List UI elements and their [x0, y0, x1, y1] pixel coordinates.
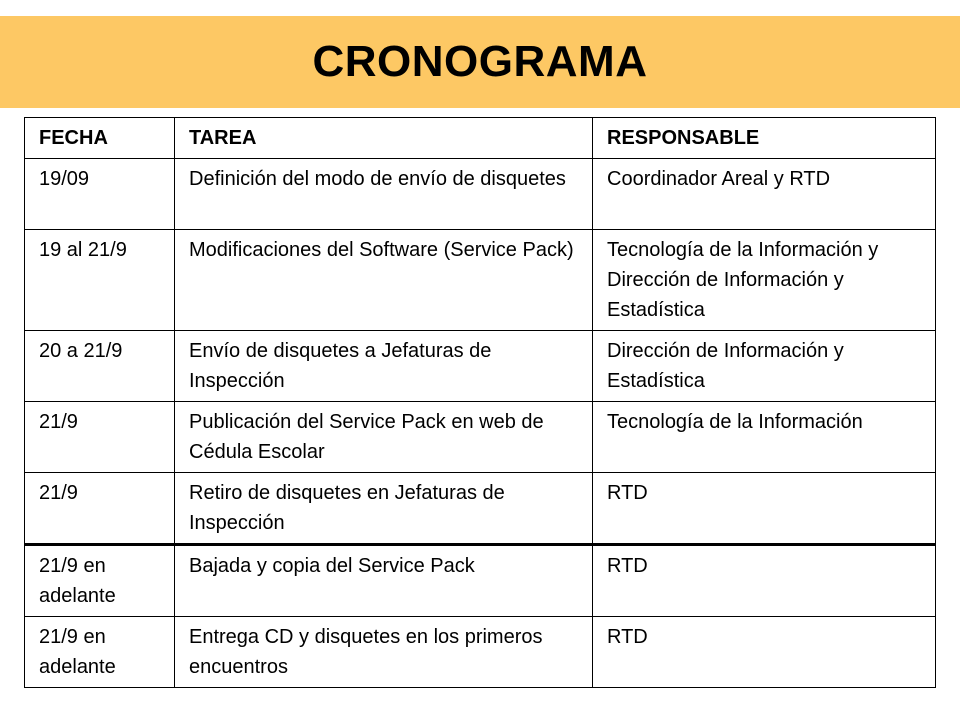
cell-fecha: 21/9 en adelante	[25, 545, 175, 617]
cell-fecha: 21/9	[25, 473, 175, 545]
cell-responsable: Coordinador Areal y RTD	[593, 159, 936, 230]
cell-tarea: Publicación del Service Pack en web de Cédula Escolar	[175, 402, 593, 473]
table-header-row	[25, 118, 936, 159]
cell-responsable: RTD	[593, 473, 936, 545]
cell-responsable: RTD	[593, 617, 936, 688]
table-row	[25, 159, 936, 230]
cell-tarea: Entrega CD y disquetes en los primeros encuentros	[175, 617, 593, 688]
cell-responsable: Tecnología de la Información y Dirección de Información y Estadística	[593, 230, 936, 331]
cell-fecha: 19 al 21/9	[25, 230, 175, 331]
schedule-table	[24, 117, 936, 688]
cell-tarea: Bajada y copia del Service Pack	[175, 545, 593, 617]
table-row	[25, 402, 936, 473]
title-bar	[0, 16, 960, 108]
cell-fecha: 21/9	[25, 402, 175, 473]
page-title: CRONOGRAMA	[312, 37, 648, 86]
cell-fecha: 20 a 21/9	[25, 331, 175, 402]
table-row	[25, 473, 936, 545]
header-responsable: RESPONSABLE	[593, 118, 936, 159]
cell-tarea: Retiro de disquetes en Jefaturas de Inspección	[175, 473, 593, 545]
cell-responsable: Tecnología de la Información	[593, 402, 936, 473]
table-row	[25, 230, 936, 331]
cell-fecha: 21/9 en adelante	[25, 617, 175, 688]
table-row	[25, 617, 936, 688]
table-row	[25, 331, 936, 402]
cell-responsable: Dirección de Información y Estadística	[593, 331, 936, 402]
table-row	[25, 545, 936, 617]
cell-tarea: Definición del modo de envío de disquetes	[175, 159, 593, 230]
cell-responsable: RTD	[593, 545, 936, 617]
cell-tarea: Modificaciones del Software (Service Pack)	[175, 230, 593, 331]
header-fecha: FECHA	[25, 118, 175, 159]
cell-tarea: Envío de disquetes a Jefaturas de Inspección	[175, 331, 593, 402]
cell-fecha: 19/09	[25, 159, 175, 230]
header-tarea: TAREA	[175, 118, 593, 159]
